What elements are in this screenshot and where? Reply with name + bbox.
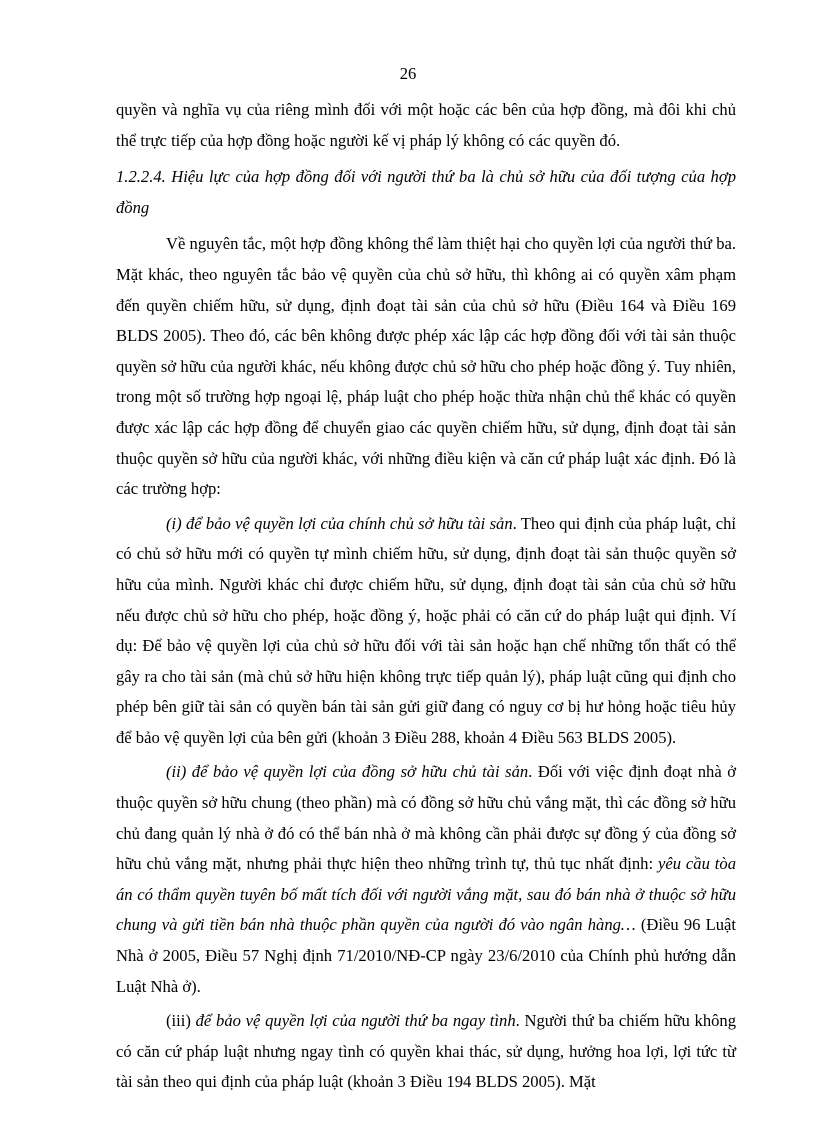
paragraph-continuation: quyền và nghĩa vụ của riêng mình đối với một hoặc các bên của hợp đồng, mà đôi khi chủ thể trực tiếp của hợp đồng hoặc người kế vị pháp lý không có các quyền đó. [116, 100, 736, 150]
case-ii-text: . Đối với việc định đoạt nhà ở thuộc quyền sở hữu chung (theo phần) mà có đồng sở hữu chủ vắng mặt, thì các đồng sở hữu chủ đang quản lý nhà ở đó có thể bán nhà ở mà không cần phải được sự đồng ý của đồng sở hữu chủ vắng mặt, nhưng phải thực hiện theo những trình tự, thủ tục nhất định: [116, 762, 736, 874]
case-i-title: (i) để bảo vệ quyền lợi của chính chủ sở hữu tài sản [166, 513, 513, 533]
body-text [116, 95, 736, 1098]
section-heading: 1.2.2.4. Hiệu lực của hợp đồng đối với người thứ ba là chủ sở hữu của đối tượng của hợp đồng [116, 167, 736, 217]
page-number: 26 [399, 64, 417, 83]
case-ii-procedure: yêu cầu tòa án có thẩm quyền tuyên bố mất tích đối với người vắng mặt, sau đó bán nhà ở thuộc sở hữu chung và gửi tiền bán nhà thuộc phần quyền của người đó vào ngân hàng… [116, 854, 736, 935]
case-iii-text: . Người thứ ba chiếm hữu không có căn cứ pháp luật nhưng ngay tình có quyền khai thác, sử dụng, hưởng hoa lợi, lợi tức từ tài sản theo qui định của pháp luật (khoản 3 Điều 194 BLDS 2005). Mặt [116, 1011, 737, 1092]
paragraph-case-iii [116, 1006, 736, 1098]
case-iii-number: (iii) [166, 1011, 196, 1031]
case-ii-citation: (Điều 96 Luật Nhà ở 2005, Điều 57 Nghị định 71/2010/NĐ-CP ngày 23/6/2010 của Chính phủ hướng dẫn Luật Nhà ở). [116, 915, 736, 996]
paragraph-intro: Về nguyên tắc, một hợp đồng không thể làm thiệt hại cho quyền lợi của người thứ ba. Mặt khác, theo nguyên tắc bảo vệ quyền của chủ sở hữu, thì không ai có quyền xâm phạm đến quyền chiếm hữu, sử dụng, định đoạt tài sản của chủ sở hữu (Điều 164 và Điều 169 BLDS 2005). Theo đó, các bên không được phép xác lập các hợp đồng đối với tài sản thuộc quyền sở hữu của người khác, nếu không được chủ sở hữu cho phép hoặc đồng ý. Tuy nhiên, trong một số trường hợp ngoại lệ, pháp luật cho phép hoặc thừa nhận chủ thể khác có quyền được xác lập các hợp đồng để chuyển giao các quyền chiếm hữu, sử dụng, định đoạt tài sản thuộc quyền sở hữu của người khác, với những điều kiện và căn cứ pháp luật xác định. Đó là các trường hợp: [116, 234, 736, 499]
paragraph-case-i [116, 509, 736, 754]
case-iii-title: để bảo vệ quyền lợi của người thứ ba ngay tình [195, 1011, 516, 1031]
paragraph-case-ii [116, 757, 736, 1002]
case-ii-title: (ii) để bảo vệ quyền lợi của đồng sở hữu chủ tài sản [166, 762, 529, 782]
case-i-text: . Theo qui định của pháp luật, chỉ có chủ sở hữu mới có quyền tự mình chiếm hữu, sử dụng, định đoạt tài sản thuộc quyền sở hữu của mình. Người khác chỉ được chiếm hữu, sử dụng, định đoạt tài sản của chủ sở hữu nếu được chủ sở hữu cho phép, hoặc đồng ý, hoặc phải có căn cứ do pháp luật qui định. Ví dụ: Để bảo vệ quyền lợi của chủ sở hữu đối với tài sản hoặc hạn chế những tổn thất có thể gây ra cho tài sản (mà chủ sở hữu hiện không trực tiếp quản lý), pháp luật cũng qui định cho phép bên giữ tài sản có quyền bán tài sản gửi giữ đang có nguy cơ bị hư hỏng hoặc tiêu hủy để bảo vệ quyền lợi của bên gửi (khoản 3 Điều 288, khoản 4 Điều 563 BLDS 2005). [116, 513, 736, 747]
